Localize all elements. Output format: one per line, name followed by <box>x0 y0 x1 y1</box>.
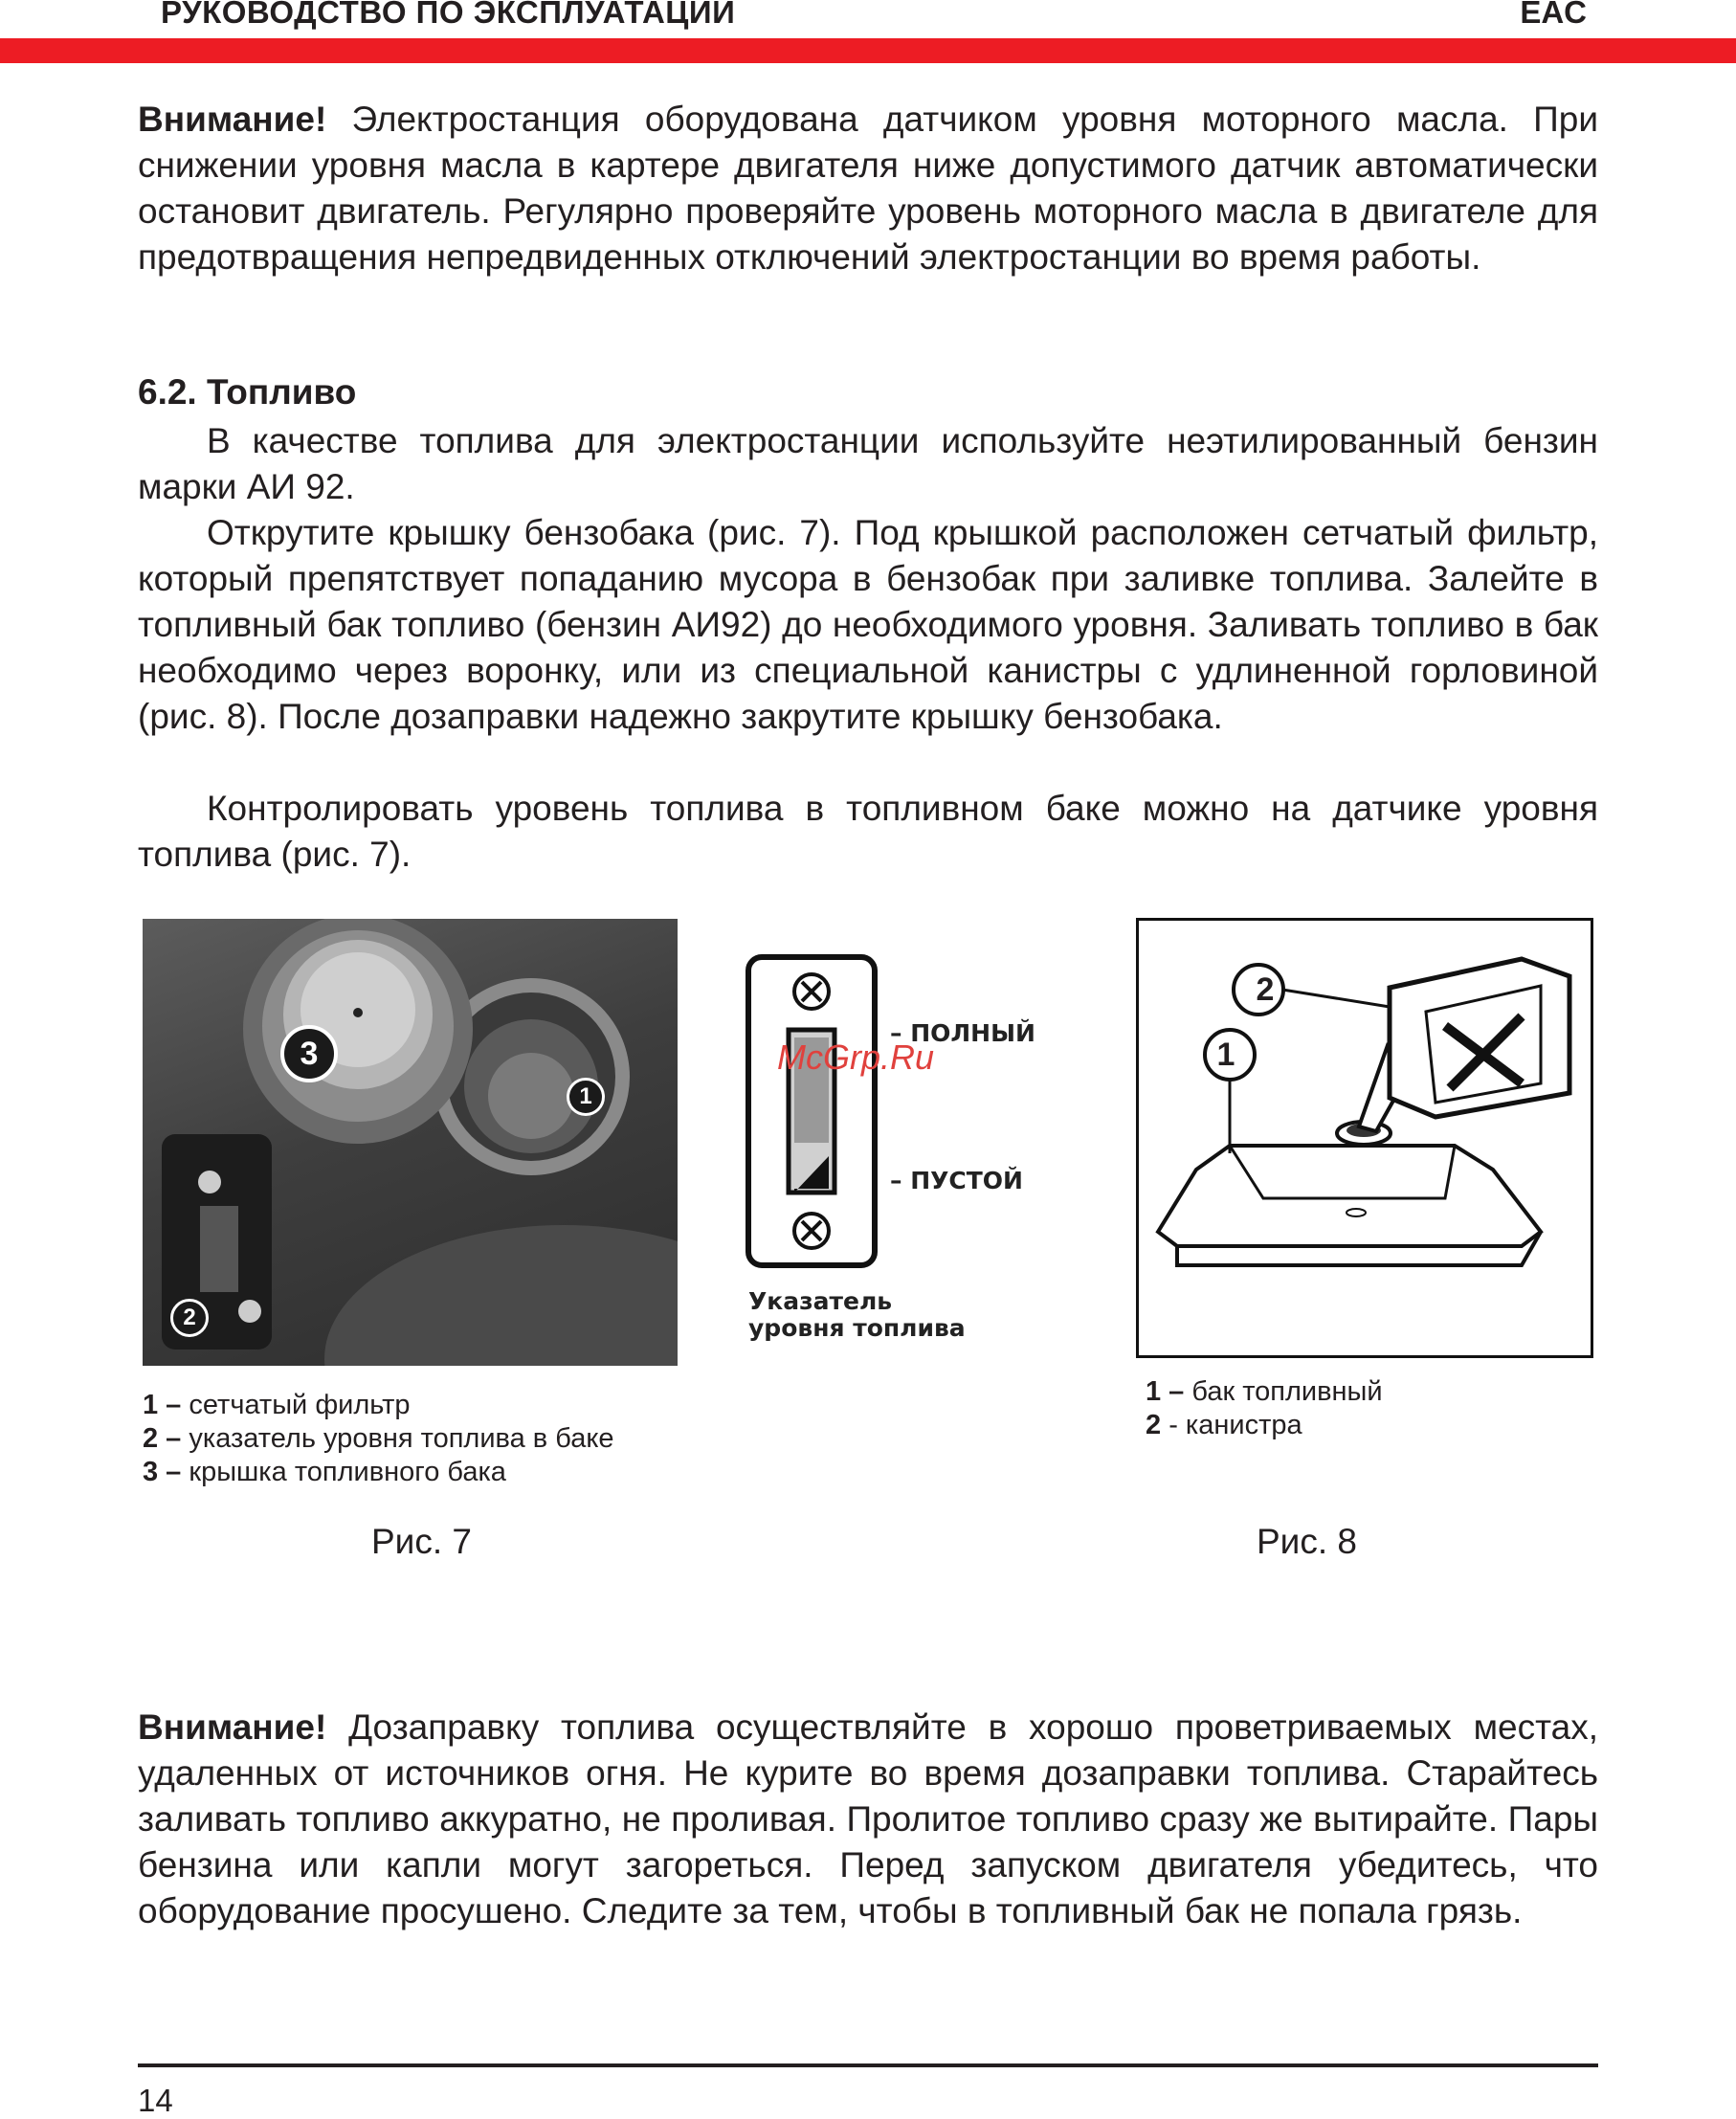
warning-label: Внимание! <box>138 1707 327 1747</box>
watermark: McGrp.Ru <box>777 1037 935 1077</box>
fuel-paragraph-3: Контролировать уровень топлива в топливном баке можно на датчике уровня топлива (рис. 7). <box>138 789 1598 874</box>
marker-canister: 2 <box>1256 971 1275 1008</box>
legend-item <box>1146 1409 1383 1442</box>
canister-tank-illustration <box>1139 921 1591 1355</box>
fuel-cap-photo <box>143 919 678 1366</box>
fig7-legend <box>143 1389 613 1489</box>
header-red-bar <box>0 38 1736 63</box>
legend-text: - канистра <box>1161 1410 1302 1440</box>
document-title: РУКОВОДСТВО ПО ЭКСПЛУАТАЦИИ <box>161 0 736 30</box>
fuel-gauge-drawing <box>745 953 879 1269</box>
footer-rule <box>138 2063 1598 2067</box>
fig8-legend <box>1146 1375 1383 1442</box>
warning-text: Электростанция оборудована датчиком уровня моторного масла. При снижении уровня масла в картере двигателя ниже допустимого датчик автоматически остановит двигатель. Регулярно проверяйте уровень моторного масла в двигателе для предотвращения непредвиденных отключений электростанции во время работы. <box>138 100 1598 277</box>
eac-mark: EAC <box>1520 0 1587 30</box>
legend-text: сетчатый фильтр <box>181 1390 411 1420</box>
legend-num: 1 – <box>143 1390 182 1420</box>
gauge-full-label: – ПОЛНЫЙ <box>890 1019 1035 1047</box>
section-heading: 6.2. Топливо <box>138 372 357 412</box>
fuel-paragraph-1: В качестве топлива для электростанции используйте неэтилированный бензин марки АИ 92. <box>138 421 1598 506</box>
legend-item <box>1146 1375 1383 1409</box>
warning-refuel-paragraph <box>138 1705 1598 1934</box>
marker-cap: 3 <box>280 1025 338 1082</box>
gauge-title-line2: уровня топлива <box>748 1314 966 1342</box>
legend-text: бак топливный <box>1184 1376 1383 1407</box>
marker-filter: 1 <box>567 1078 605 1116</box>
gauge-title-line1: Указатель <box>748 1287 893 1315</box>
fig8-frame <box>1136 918 1593 1358</box>
marker-gauge: 2 <box>170 1299 209 1337</box>
warning-text: Дозаправку топлива осуществляйте в хорошо проветриваемых местах, удаленных от источников огня. Не курите во время дозаправки топлива. Старайтесь заливать топливо аккуратно, не проливая. Пролитое топливо сразу же вытирайте. Пары бензина или капли могут загореться. Перед запуском двигателя убедитесь, что оборудование просушено. Следите за тем, чтобы в топливный бак не попала грязь. <box>138 1707 1598 1930</box>
fuel-tank-illustration <box>143 919 678 1366</box>
legend-text: крышка топливного бака <box>181 1457 506 1487</box>
legend-item <box>143 1389 613 1422</box>
gauge-empty-label: – ПУСТОЙ <box>890 1167 1023 1194</box>
legend-item <box>143 1422 613 1456</box>
legend-item <box>143 1456 613 1489</box>
fig8-label: Рис. 8 <box>1257 1522 1357 1561</box>
marker-tank: 1 <box>1216 1037 1235 1073</box>
fuel-paragraph-2: Открутите крышку бензобака (рис. 7). Под крышкой расположен сетчатый фильтр, который препятствует попаданию мусора в бензобак при заливке топлива. Залейте в топливный бак топливо (бензин АИ92) до необходимого уровня. Заливать топливо в бак необходимо через воронку, или из специальной канистры с удлиненной горловиной (рис. 8). После дозаправки надежно закрутите крышку бензобака. <box>138 513 1598 736</box>
legend-num: 3 – <box>143 1457 182 1487</box>
warning-oil-paragraph <box>138 97 1598 280</box>
page-number: 14 <box>138 2083 173 2118</box>
warning-label: Внимание! <box>138 100 327 139</box>
legend-num: 2 – <box>143 1423 182 1454</box>
legend-num: 2 <box>1146 1410 1162 1440</box>
legend-num: 1 – <box>1146 1376 1185 1407</box>
fig7-label: Рис. 7 <box>371 1522 472 1561</box>
legend-text: указатель уровня топлива в баке <box>181 1423 614 1454</box>
